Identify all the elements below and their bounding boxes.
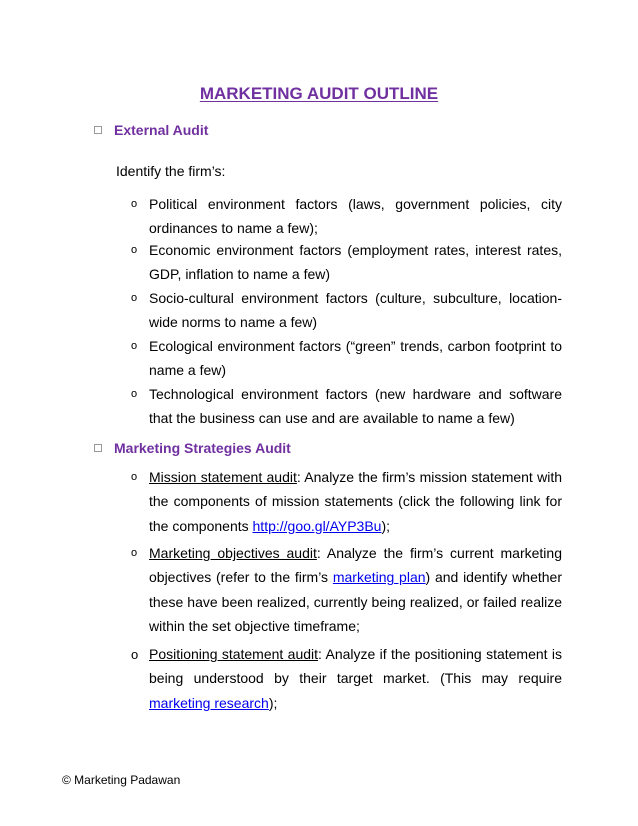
footer-copyright: © Marketing Padawan [62, 773, 181, 787]
list-item-text: Mission statement audit: Analyze the firm’s mission statement with the components of mission statements (click the following link for the components http://goo.gl/AYP3Bu); [149, 469, 562, 534]
list-item-text: Positioning statement audit: Analyze if the positioning statement is being understood by their target market. (This may require marketing research); [149, 646, 562, 711]
marketing-objectives-audit-term: Marketing objectives audit [149, 545, 317, 561]
list-item-text: Ecological environment factors (“green” trends, carbon footprint to name a few) [149, 338, 562, 379]
marketing-plan-link[interactable]: marketing plan [332, 569, 426, 586]
components-link[interactable]: http://goo.gl/AYP3Bu [252, 517, 382, 534]
section-marketing-strategies-audit [94, 438, 291, 458]
checkbox-bullet-icon [94, 126, 102, 134]
circle-bullet-icon: o [131, 244, 138, 256]
circle-bullet-icon: o [131, 471, 138, 483]
list-item-text: Economic environment factors (employment rates, interest rates, GDP, inflation to name a few) [149, 242, 562, 283]
circle-bullet-icon: o [131, 198, 138, 210]
circle-bullet-icon: o [131, 647, 139, 662]
section-intro: Identify the firm’s: [116, 163, 226, 179]
section-heading: External Audit [114, 122, 209, 138]
section-heading: Marketing Strategies Audit [114, 440, 291, 456]
mission-statement-audit-term: Mission statement audit [149, 469, 297, 485]
list-item-text: Technological environment factors (new hardware and software that the business can use and are available to name a few) [149, 386, 562, 427]
marketing-research-link[interactable]: marketing research [149, 694, 269, 711]
list-item-text: Socio-cultural environment factors (culture, subculture, location-wide norms to name a few) [149, 290, 562, 331]
checkbox-bullet-icon [94, 444, 102, 452]
list-item-text: Marketing objectives audit: Analyze the firm’s current marketing objectives (refer to the firm’s marketing plan) and identify whether these have been realized, currently being realized, or failed realize within the set objective timeframe; [149, 545, 562, 635]
circle-bullet-icon: o [131, 388, 138, 400]
circle-bullet-icon: o [131, 547, 138, 559]
circle-bullet-icon: o [131, 292, 138, 304]
positioning-statement-audit-term: Positioning statement audit [149, 646, 319, 662]
circle-bullet-icon: o [131, 340, 138, 352]
section-external-audit [94, 120, 208, 140]
page-title: MARKETING AUDIT OUTLINE [199, 84, 439, 103]
list-item-text: Political environment factors (laws, government policies, city ordinances to name a few); [149, 196, 562, 237]
